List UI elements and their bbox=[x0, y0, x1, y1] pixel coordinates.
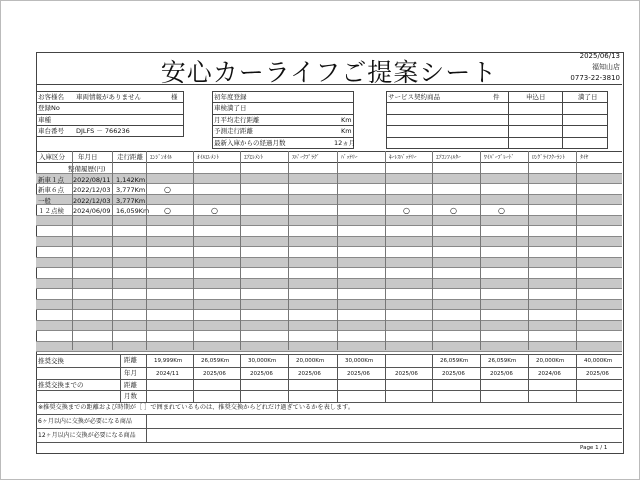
col-item-header: ｽﾊﾟｰｸﾌﾟﾗｸﾞ bbox=[292, 155, 320, 161]
recommend-month-value: 2024/06 bbox=[538, 371, 561, 377]
note-text: ※推奨交換までの距離および時期が［ ］で囲まれているものは、推奨交換からどれだけ過ぎているかを表します。 bbox=[38, 404, 355, 411]
col-item-header: ｷｰﾚｽﾊﾞｯﾃﾘｰ bbox=[389, 155, 417, 161]
elapsed-value: 12ヵ月 bbox=[334, 139, 356, 147]
service-mark: ○ bbox=[164, 206, 171, 215]
table-row bbox=[36, 331, 622, 342]
recommend-dist-label: 距離 bbox=[124, 356, 137, 364]
service-mark: ○ bbox=[164, 185, 171, 194]
forecast-km-label: 予測走行距離 bbox=[214, 127, 253, 135]
history-label: 整備履歴(円) bbox=[68, 165, 106, 173]
history-km: 3,777Km bbox=[116, 186, 146, 194]
customer-label: お客様名 bbox=[38, 93, 64, 101]
recommend-month-value: 2025/06 bbox=[298, 371, 321, 377]
history-date: 2024/06/09 bbox=[73, 207, 111, 215]
col-item-header: ｴｱｴﾚﾒﾝﾄ bbox=[244, 155, 264, 161]
recommend-dist-value: 19,999Km bbox=[154, 358, 183, 364]
until-dist-label: 距離 bbox=[124, 381, 137, 389]
issue-date: 2025/06/13 bbox=[579, 52, 620, 60]
table-row bbox=[36, 268, 622, 279]
customer-suffix: 様 bbox=[171, 93, 178, 101]
history-km: 1,142Km bbox=[116, 175, 146, 184]
col-mileage: 走行距離 bbox=[117, 153, 143, 161]
history-entry: 新車１点 bbox=[38, 175, 64, 184]
table-row bbox=[36, 247, 622, 258]
table-row bbox=[36, 226, 622, 237]
table-row bbox=[36, 300, 622, 311]
table-row bbox=[36, 237, 622, 248]
shop-name: 福知山店 bbox=[592, 63, 620, 71]
history-entry: １２点検 bbox=[38, 207, 64, 215]
col-item-header: ﾊﾞｯﾃﾘｰ bbox=[341, 155, 358, 161]
model-label: 車種 bbox=[38, 116, 51, 124]
sheet-title: 安心カーライフご提案シート bbox=[160, 58, 498, 87]
chassis-value: DJLFS － 766236 bbox=[76, 127, 130, 135]
need-6-months: 6ヶ月以内に交換が必要になる商品 bbox=[38, 418, 132, 425]
recommend-dist-value: 40,000Km bbox=[584, 358, 613, 364]
service-apply-label: 申込日 bbox=[526, 93, 546, 101]
col-item-header: ｴｱｺﾝﾌｨﾙﾀｰ bbox=[436, 155, 461, 161]
col-item-header: ﾛﾝｸﾞﾗｲﾌｸｰﾗﾝﾄ bbox=[532, 155, 566, 161]
col-date: 年月日 bbox=[78, 153, 98, 161]
elapsed-label: 最新入庫からの経過月数 bbox=[214, 139, 286, 147]
service-mark: ○ bbox=[498, 206, 505, 215]
service-mark: ○ bbox=[403, 206, 410, 215]
chassis-label: 車台番号 bbox=[38, 127, 64, 135]
monthly-km-label: 月平均走行距離 bbox=[214, 116, 260, 124]
recommend-dist-value: 26,059Km bbox=[488, 358, 517, 364]
table-row bbox=[36, 279, 622, 290]
history-date: 2022/12/03 bbox=[73, 196, 111, 205]
service-product-label: サービス契約商品 bbox=[388, 93, 440, 101]
recommend-month-label: 年月 bbox=[124, 369, 137, 377]
recommend-dist-value: 20,000Km bbox=[536, 358, 565, 364]
history-entry: 一般 bbox=[38, 196, 51, 205]
service-mark: ○ bbox=[450, 206, 457, 215]
page-number: Page 1 / 1 bbox=[580, 445, 608, 451]
recommend-dist-value: 26,059Km bbox=[440, 358, 469, 364]
col-item-header: ﾜｲﾊﾟｰﾌﾞﾚｰﾄﾞ bbox=[484, 155, 515, 161]
inspection-label: 車検満了日 bbox=[214, 104, 247, 112]
recommend-month-value: 2025/06 bbox=[490, 371, 513, 377]
recommend-dist-value: 30,000Km bbox=[345, 358, 374, 364]
table-row bbox=[36, 321, 622, 332]
history-km: 16,059Km bbox=[116, 207, 150, 215]
table-row bbox=[36, 258, 622, 269]
history-km: 3,777Km bbox=[116, 196, 146, 205]
monthly-km-unit: Km bbox=[341, 116, 352, 124]
customer-value: 車両情報がありません bbox=[76, 93, 141, 101]
shop-phone: 0773-22-3810 bbox=[570, 74, 620, 82]
table-row bbox=[36, 289, 622, 300]
recommend-month-value: 2025/06 bbox=[395, 371, 418, 377]
col-item-header: ﾀｲﾔ bbox=[580, 155, 589, 161]
recommend-month-value: 2025/06 bbox=[442, 371, 465, 377]
table-row bbox=[36, 163, 622, 174]
recommend-month-value: 2025/06 bbox=[203, 371, 226, 377]
col-entry: 入庫区分 bbox=[39, 153, 65, 161]
col-item-header: ｵｲﾙｴﾚﾒﾝﾄ bbox=[197, 155, 220, 161]
recommend-month-value: 2025/06 bbox=[250, 371, 273, 377]
need-12-months: 12ヶ月以内に交換が必要になる商品 bbox=[38, 432, 136, 439]
recommend-month-value: 2025/06 bbox=[586, 371, 609, 377]
header-meta bbox=[570, 51, 620, 84]
reg-label: 登録No bbox=[38, 104, 60, 112]
recommend-dist-value: 30,000Km bbox=[248, 358, 277, 364]
service-count-label: 件 bbox=[493, 93, 500, 101]
recommend-month-value: 2024/11 bbox=[156, 371, 179, 377]
until-label: 推奨交換までの bbox=[38, 381, 84, 389]
table-row bbox=[36, 342, 622, 353]
recommend-month-value: 2025/06 bbox=[347, 371, 370, 377]
table-row bbox=[36, 216, 622, 227]
col-item-header: ｴﾝｼﾞﾝｵｲﾙ bbox=[150, 155, 173, 161]
service-expire-label: 満了日 bbox=[578, 93, 598, 101]
recommend-dist-value: 26,059Km bbox=[201, 358, 230, 364]
table-row bbox=[36, 310, 622, 321]
first-reg-label: 初年度登録 bbox=[214, 93, 247, 101]
recommend-label: 推奨交換 bbox=[38, 357, 64, 365]
history-date: 2022/12/03 bbox=[73, 186, 111, 194]
history-entry: 新車６点 bbox=[38, 186, 64, 194]
until-month-label: 月数 bbox=[124, 392, 137, 400]
recommend-dist-value: 20,000Km bbox=[296, 358, 325, 364]
service-mark: ○ bbox=[211, 206, 218, 215]
forecast-km-unit: Km bbox=[341, 127, 352, 135]
history-date: 2022/08/11 bbox=[73, 175, 111, 184]
